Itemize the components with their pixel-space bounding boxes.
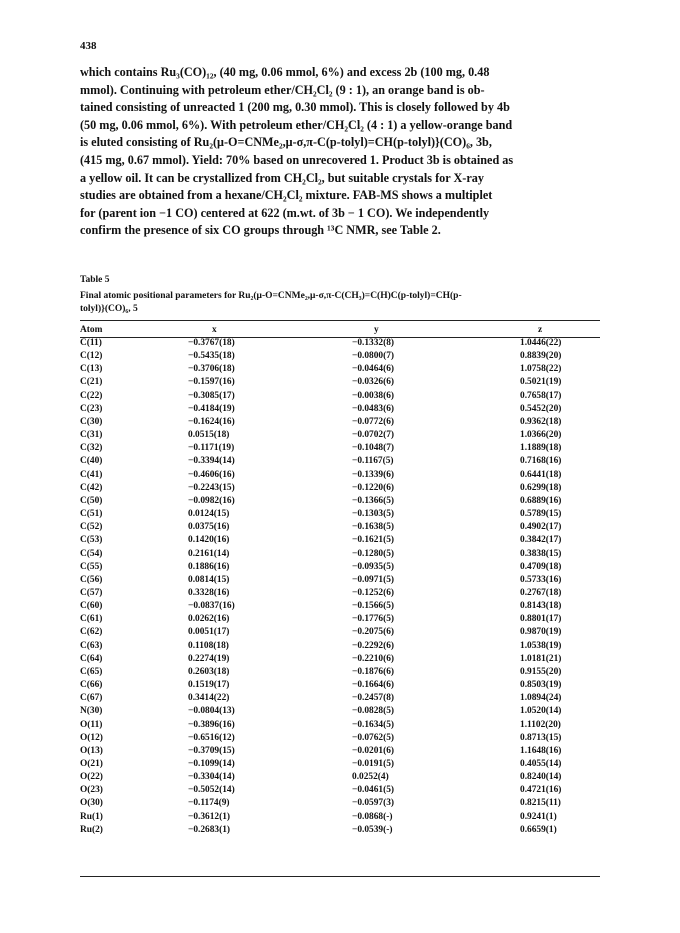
body-line: for (parent ion −1 CO) centered at 622 (m.wt. of 3b − 1 CO). We independently — [80, 205, 490, 220]
cell-y: −0.0461(5) — [352, 785, 395, 796]
cell-atom: Ru(1) — [80, 811, 103, 822]
cell-y: −0.1167(5) — [352, 456, 394, 467]
table-row — [80, 666, 600, 679]
cell-z: 0.8143(18) — [520, 601, 562, 612]
cell-z: 0.5733(16) — [520, 574, 562, 585]
table-top-rule — [80, 320, 600, 321]
cell-atom: O(22) — [80, 772, 103, 783]
cell-atom: C(40) — [80, 456, 103, 467]
column-header-atom: Atom — [80, 324, 103, 335]
cell-y: −0.1220(6) — [352, 482, 395, 493]
cell-z: 1.0894(24) — [520, 693, 562, 704]
cell-z: 0.5789(15) — [520, 509, 562, 520]
table-caption-line: Final atomic positional parameters for Ru₂(μ-O=CNMe₂,μ-σ,π-C(CH₃)=C(H)C(p-tolyl)=CH(p- — [80, 291, 462, 301]
cell-z: 1.0520(14) — [520, 706, 562, 717]
cell-z: 0.5021(19) — [520, 377, 562, 388]
cell-y: −0.0971(5) — [352, 574, 395, 585]
body-line: confirm the presence of six CO groups through ¹³C NMR, see Table 2. — [80, 223, 441, 238]
cell-y: −0.1634(5) — [352, 719, 395, 730]
cell-x: 0.0262(16) — [188, 614, 230, 625]
table-header-row — [80, 322, 600, 337]
table-row — [80, 390, 600, 403]
cell-y: −0.1339(6) — [352, 469, 395, 480]
cell-z: 0.7168(16) — [520, 456, 562, 467]
body-line: tained consisting of unreacted 1 (200 mg, 0.30 mmol). This is closely followed by 4b — [80, 100, 510, 115]
body-line: (50 mg, 0.06 mmol, 6%). With petroleum ether/CH₂Cl₂ (4 : 1) a yellow-orange band — [80, 117, 513, 132]
cell-x: −0.3304(14) — [188, 772, 235, 783]
cell-z: 0.6659(1) — [520, 824, 557, 835]
cell-x: 0.2274(19) — [188, 653, 230, 664]
cell-z: 1.0538(19) — [520, 640, 562, 651]
cell-x: 0.3414(22) — [188, 693, 230, 704]
cell-atom: C(52) — [80, 522, 103, 533]
cell-atom: O(23) — [80, 785, 103, 796]
table-row — [80, 482, 600, 495]
cell-z: 0.8713(15) — [520, 732, 562, 743]
cell-atom: C(64) — [80, 653, 103, 664]
table-row — [80, 469, 600, 482]
table-row — [80, 640, 600, 653]
cell-x: −0.3767(18) — [188, 338, 235, 348]
cell-z: 0.8801(17) — [520, 614, 562, 625]
cell-z: 0.9241(1) — [520, 811, 557, 822]
cell-x: −0.1624(16) — [188, 416, 235, 427]
cell-y: −0.0483(6) — [352, 403, 395, 414]
table-row — [80, 508, 600, 521]
cell-atom: C(53) — [80, 535, 103, 546]
table-row — [80, 692, 600, 705]
cell-atom: C(12) — [80, 351, 103, 362]
cell-x: −0.0837(16) — [188, 601, 235, 612]
cell-atom: O(12) — [80, 732, 103, 743]
cell-z: 0.5452(20) — [520, 403, 562, 414]
cell-x: −0.1597(16) — [188, 377, 235, 388]
table-row — [80, 363, 600, 376]
cell-y: −0.1621(5) — [352, 535, 395, 546]
cell-y: −0.0828(5) — [352, 706, 395, 717]
cell-x: 0.0515(18) — [188, 430, 230, 441]
cell-y: −0.1776(5) — [352, 614, 395, 625]
cell-x: −0.5435(18) — [188, 351, 235, 362]
cell-z: 0.4902(17) — [520, 522, 562, 533]
cell-z: 1.0181(21) — [520, 653, 562, 664]
table-row — [80, 758, 600, 771]
cell-y: −0.2075(6) — [352, 627, 395, 638]
cell-atom: C(41) — [80, 469, 103, 480]
cell-z: 0.4055(14) — [520, 759, 562, 769]
cell-z: 0.9870(19) — [520, 627, 562, 638]
cell-atom: O(21) — [80, 759, 103, 769]
table-row — [80, 797, 600, 810]
table-row — [80, 679, 600, 692]
table-row — [80, 495, 600, 508]
body-line: studies are obtained from a hexane/CH₂Cl₂ mixture. FAB-MS shows a multiplet — [80, 188, 493, 203]
cell-x: −0.6516(12) — [188, 732, 235, 743]
cell-atom: C(51) — [80, 509, 103, 520]
column-header-z: z — [538, 324, 543, 335]
table-row — [80, 705, 600, 718]
cell-x: 0.0814(15) — [188, 574, 230, 585]
body-line: is eluted consisting of Ru₂(μ-O=CNMe₂,μ-σ,π-C(p-tolyl)=CH(p-tolyl)}(CO)₆, 3b, — [80, 135, 492, 150]
body-line: (415 mg, 0.67 mmol). Yield: 70% based on unrecovered 1. Product 3b is obtained as — [80, 152, 514, 167]
cell-atom: C(67) — [80, 693, 103, 704]
cell-atom: C(11) — [80, 338, 102, 348]
cell-y: −0.1638(5) — [352, 522, 395, 533]
table-row — [80, 455, 600, 468]
table-row — [80, 587, 600, 600]
cell-z: 0.3842(17) — [520, 535, 562, 546]
cell-y: −0.0762(5) — [352, 732, 395, 743]
cell-atom: C(23) — [80, 403, 103, 414]
cell-y: −0.0800(7) — [352, 351, 395, 362]
table-row — [80, 561, 600, 574]
cell-y: −0.1664(6) — [352, 680, 395, 691]
cell-y: −0.0772(6) — [352, 416, 395, 427]
cell-atom: C(65) — [80, 666, 103, 677]
cell-z: 0.4721(16) — [520, 785, 562, 796]
table-row — [80, 350, 600, 363]
cell-atom: C(30) — [80, 416, 103, 427]
cell-z: 1.1102(20) — [520, 719, 561, 730]
cell-x: −0.3706(18) — [188, 364, 235, 375]
table-row — [80, 534, 600, 547]
body-line: a yellow oil. It can be crystallized from CH₂Cl₂, but suitable crystals for X-ray — [80, 170, 484, 185]
cell-atom: Ru(2) — [80, 824, 103, 835]
cell-x: 0.2603(18) — [188, 666, 230, 677]
cell-atom: O(13) — [80, 745, 103, 756]
cell-z: 0.8503(19) — [520, 680, 562, 691]
cell-y: −0.0702(7) — [352, 430, 395, 441]
column-header-x: x — [212, 324, 217, 335]
table-bottom-rule — [80, 876, 600, 877]
cell-x: −0.3612(1) — [188, 811, 231, 822]
table-row — [80, 824, 600, 837]
cell-x: −0.3085(17) — [188, 390, 235, 401]
cell-z: 1.0758(22) — [520, 364, 562, 375]
table-row — [80, 732, 600, 745]
column-header-y: y — [374, 324, 379, 335]
cell-atom: O(11) — [80, 719, 103, 730]
cell-x: −0.1171(19) — [188, 443, 235, 454]
cell-x: −0.0804(13) — [188, 706, 235, 717]
cell-x: −0.0982(16) — [188, 495, 235, 506]
cell-atom: C(42) — [80, 482, 103, 493]
cell-y: −0.0868(‐) — [352, 811, 393, 822]
table-row — [80, 429, 600, 442]
cell-y: −0.1332(8) — [352, 338, 395, 348]
table-row — [80, 337, 600, 350]
cell-atom: C(61) — [80, 614, 103, 625]
table-row — [80, 521, 600, 534]
cell-atom: C(54) — [80, 548, 103, 559]
cell-x: −0.1099(14) — [188, 759, 235, 769]
cell-z: 0.9155(20) — [520, 666, 562, 677]
cell-atom: C(31) — [80, 430, 103, 441]
cell-atom: C(62) — [80, 627, 103, 638]
cell-x: −0.1174(9) — [188, 798, 230, 809]
table-row — [80, 416, 600, 429]
cell-z: 1.1889(18) — [520, 443, 562, 454]
cell-y: 0.0252(4) — [352, 772, 389, 783]
table-row — [80, 376, 600, 389]
cell-atom: C(22) — [80, 390, 103, 401]
cell-atom: C(32) — [80, 443, 103, 454]
table-row — [80, 719, 600, 732]
cell-atom: C(55) — [80, 561, 103, 572]
cell-x: −0.4606(16) — [188, 469, 235, 480]
cell-x: 0.1519(17) — [188, 680, 230, 691]
cell-z: 1.0366(20) — [520, 430, 562, 441]
cell-x: −0.5052(14) — [188, 785, 235, 796]
cell-x: 0.3328(16) — [188, 587, 230, 598]
table-row — [80, 574, 600, 587]
cell-y: −0.0326(6) — [352, 377, 395, 388]
cell-x: −0.2243(15) — [188, 482, 235, 493]
body-line: which contains Ru₃(CO)₁₂, (40 mg, 0.06 mmol, 6%) and excess 2b (100 mg, 0.48 — [80, 65, 490, 79]
cell-z: 0.3838(15) — [520, 548, 562, 559]
cell-y: −0.0539(‐) — [352, 824, 393, 835]
cell-x: 0.1420(16) — [188, 535, 230, 546]
cell-atom: N(30) — [80, 706, 103, 717]
cell-atom: C(56) — [80, 574, 103, 585]
table-caption — [80, 290, 600, 316]
cell-x: 0.0124(15) — [188, 509, 230, 520]
table-row — [80, 442, 600, 455]
table-row — [80, 811, 600, 824]
cell-z: 0.9362(18) — [520, 416, 562, 427]
cell-x: 0.2161(14) — [188, 548, 230, 559]
cell-z: 1.1648(16) — [520, 745, 562, 756]
cell-atom: O(30) — [80, 798, 103, 809]
cell-z: 0.6889(16) — [520, 495, 562, 506]
cell-atom: C(21) — [80, 377, 103, 388]
cell-x: −0.3394(14) — [188, 456, 235, 467]
cell-atom: C(13) — [80, 364, 103, 375]
cell-x: −0.3896(16) — [188, 719, 235, 730]
cell-z: 0.6299(18) — [520, 482, 562, 493]
cell-x: −0.4184(19) — [188, 403, 235, 414]
cell-x: −0.2683(1) — [188, 824, 231, 835]
cell-z: 1.0446(22) — [520, 338, 562, 348]
cell-y: −0.1303(5) — [352, 509, 395, 520]
cell-y: −0.1048(7) — [352, 443, 395, 454]
cell-y: −0.1876(6) — [352, 666, 395, 677]
cell-y: −0.1252(6) — [352, 587, 395, 598]
cell-y: −0.1280(5) — [352, 548, 395, 559]
cell-y: −0.0464(6) — [352, 364, 395, 375]
cell-z: 0.6441(18) — [520, 469, 562, 480]
cell-y: −0.0038(6) — [352, 390, 395, 401]
cell-atom: C(66) — [80, 680, 103, 691]
cell-x: 0.0051(17) — [188, 627, 230, 638]
cell-z: 0.8839(20) — [520, 351, 562, 362]
cell-y: −0.2292(6) — [352, 640, 395, 651]
cell-x: −0.3709(15) — [188, 745, 235, 756]
cell-atom: C(57) — [80, 587, 103, 598]
table-caption-line: tolyl)}(CO)₆, 5 — [80, 304, 138, 314]
table-row — [80, 626, 600, 639]
cell-y: −0.2210(6) — [352, 653, 395, 664]
table-title: Table 5 — [80, 275, 110, 285]
cell-y: −0.0201(6) — [352, 745, 395, 756]
body-line: mmol). Continuing with petroleum ether/CH₂Cl₂ (9 : 1), an orange band is ob- — [80, 82, 485, 97]
cell-z: 0.7658(17) — [520, 390, 562, 401]
cell-atom: C(63) — [80, 640, 103, 651]
cell-x: 0.1108(18) — [188, 640, 229, 651]
cell-z: 0.4709(18) — [520, 561, 562, 572]
table-row — [80, 613, 600, 626]
cell-y: −0.1366(5) — [352, 495, 395, 506]
cell-z: 0.8215(11) — [520, 798, 561, 809]
cell-z: 0.2767(18) — [520, 587, 562, 598]
table-row — [80, 600, 600, 613]
cell-x: 0.0375(16) — [188, 522, 230, 533]
table-row — [80, 771, 600, 784]
table-row — [80, 784, 600, 797]
table-row — [80, 403, 600, 416]
table-row — [80, 548, 600, 561]
cell-y: −0.0191(5) — [352, 759, 395, 769]
body-paragraph — [80, 64, 600, 240]
cell-y: −0.0597(3) — [352, 798, 395, 809]
page-number: 438 — [80, 40, 97, 52]
table-row — [80, 653, 600, 666]
cell-y: −0.2457(8) — [352, 693, 395, 704]
cell-y: −0.1566(5) — [352, 601, 395, 612]
cell-atom: C(50) — [80, 495, 103, 506]
cell-x: 0.1886(16) — [188, 561, 230, 572]
positional-parameters-table — [80, 322, 600, 837]
cell-z: 0.8240(14) — [520, 772, 562, 783]
cell-y: −0.0935(5) — [352, 561, 395, 572]
cell-atom: C(60) — [80, 601, 103, 612]
table-row — [80, 745, 600, 758]
